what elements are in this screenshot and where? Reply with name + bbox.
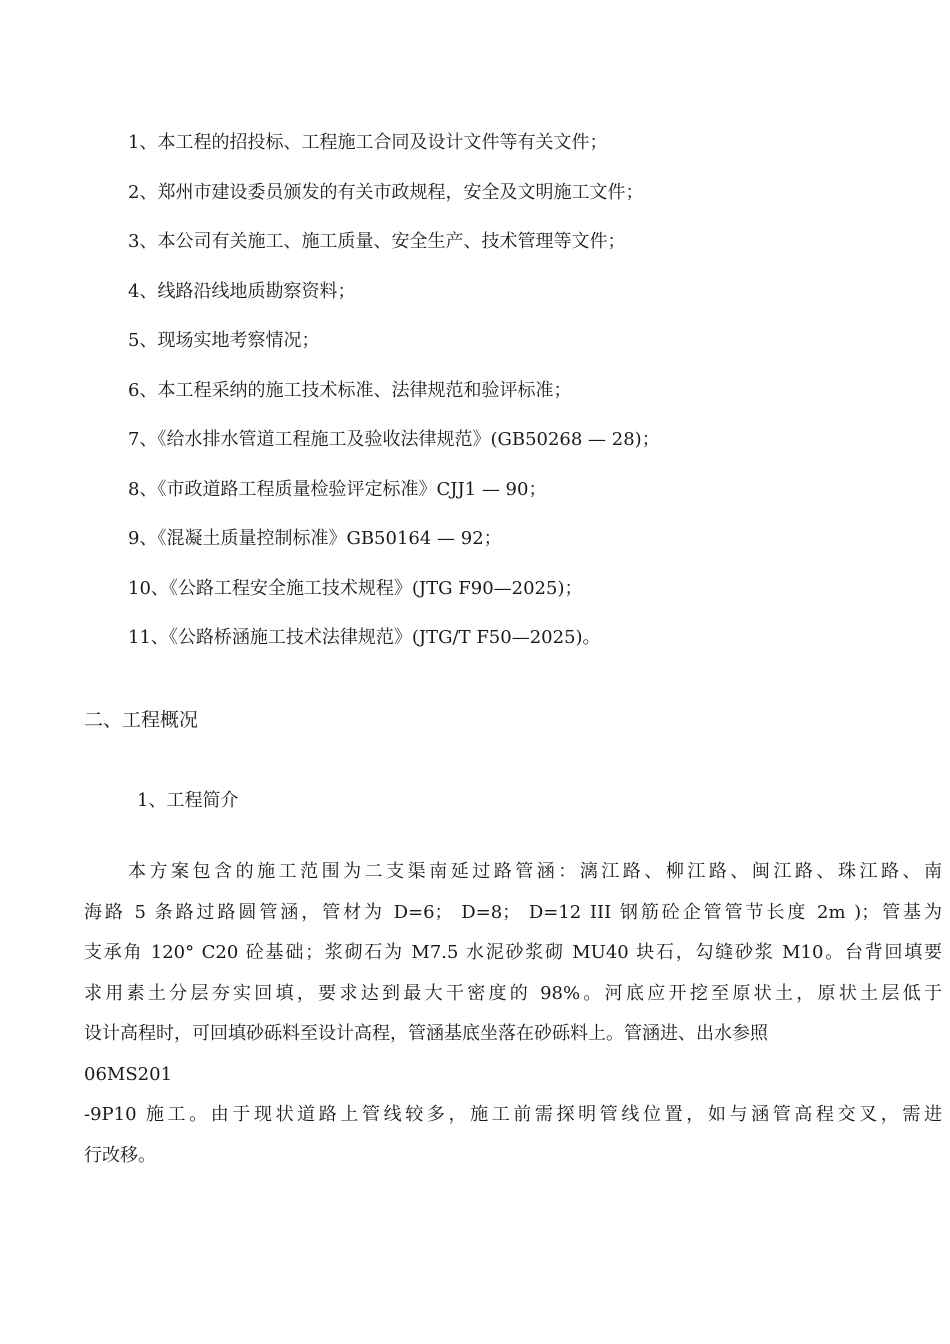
basis-list [0, 118, 950, 663]
paragraph-line: 支承角 120° C20 砼基础；浆砌石为 M7.5 水泥砂浆砌 MU40 块石，勾缝砂浆 M10。台背回填要 [84, 942, 942, 963]
paragraph-line: 海路 5 条路过路圆管涵，管材为 D=6； D=8； D=12 III 钢筋砼企管管节长度 2m )；管基为 [84, 901, 942, 923]
paragraph-line: 设计高程时，可回填砂砾料至设计高程，管涵基底坐落在砂砾料上。管涵进、出水参照 [84, 1023, 768, 1044]
project-description [84, 852, 942, 1176]
paragraph-line: 行改移。 [84, 1144, 156, 1166]
paragraph-line: -9P10 施工。由于现状道路上管线较多，施工前需探明管线位置，如与涵管高程交叉，需进 [84, 1104, 942, 1125]
list-item: 2、郑州市建设委员颁发的有关市政规程，安全及文明施工文件； [128, 181, 644, 203]
paragraph-line: 本方案包含的施工范围为二支渠南延过路管涵：漓江路、柳江路、闽江路、珠江路、南 [128, 861, 942, 882]
list-item: 11、《公路桥涵施工技术法律规范》(JTG/T F50—2025)。 [128, 627, 601, 648]
sub-heading: 1、工程简介 [137, 790, 239, 811]
paragraph-line: 06MS201 [84, 1063, 173, 1085]
section-heading: 二、工程概况 [84, 709, 199, 731]
list-item: 5、现场实地考察情况； [128, 330, 320, 351]
list-item: 6、本工程采纳的施工技术标准、法律规范和验评标准； [128, 379, 572, 401]
paragraph-line: 求用素土分层夯实回填，要求达到最大干密度的 98%。河底应开挖至原状土，原状土层低于 [84, 982, 942, 1004]
list-item: 4、线路沿线地质勘察资料； [128, 280, 356, 302]
list-item: 10、《公路工程安全施工技术规程》(JTG F90—2025)； [128, 577, 583, 599]
list-item: 9、《混凝土质量控制标准》GB50164 — 92； [128, 528, 502, 549]
list-item: 7、《给水排水管道工程施工及验收法律规范》(GB50268 — 28)； [128, 429, 660, 450]
list-item: 3、本公司有关施工、施工质量、安全生产、技术管理等文件； [128, 231, 626, 252]
list-item: 1、本工程的招投标、工程施工合同及设计文件等有关文件； [128, 132, 608, 153]
list-item: 8、《市政道路工程质量检验评定标准》CJJ1 — 90； [128, 478, 547, 500]
